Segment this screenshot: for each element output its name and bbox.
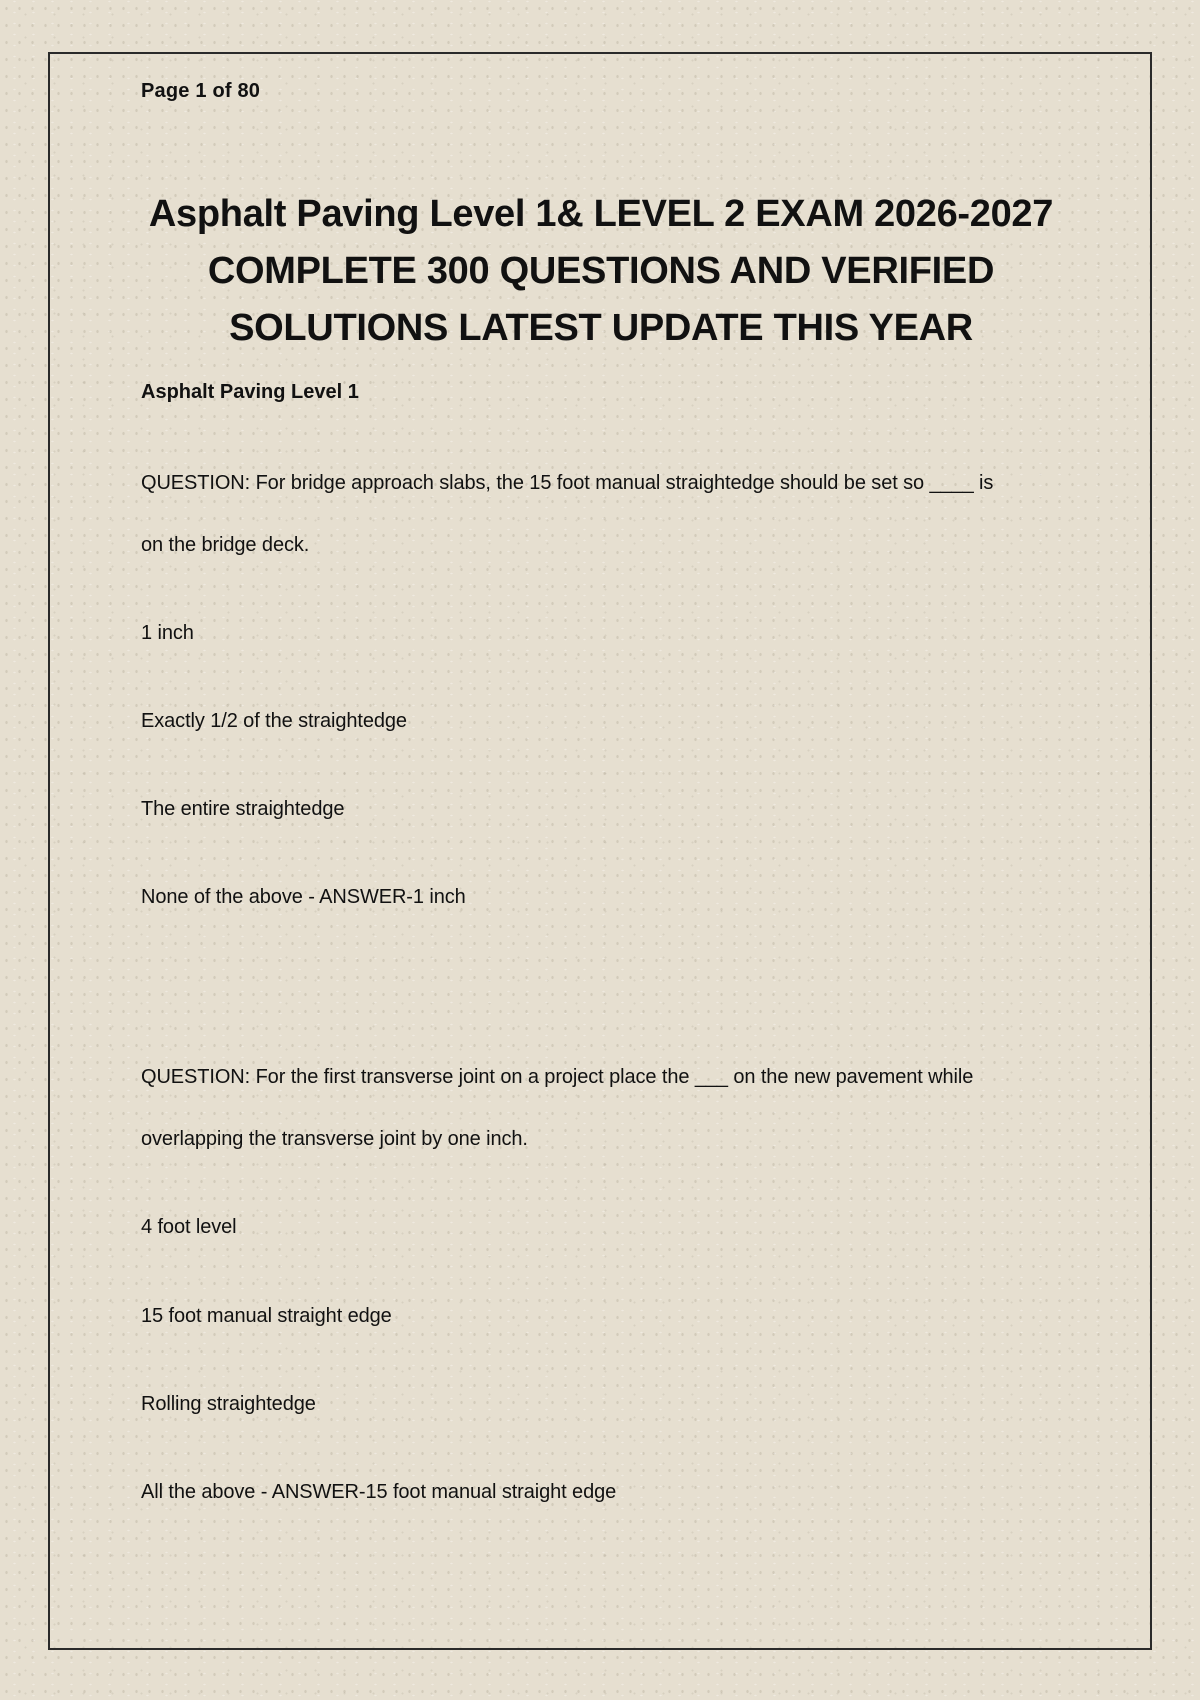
answer-option: 1 inch — [141, 622, 194, 644]
section-heading: Asphalt Paving Level 1 — [141, 381, 359, 403]
title-line: Asphalt Paving Level 1& LEVEL 2 EXAM 2026-2027 — [148, 193, 1054, 235]
answer-option: All the above - ANSWER-15 foot manual straight edge — [141, 1481, 617, 1503]
answer-option: 15 foot manual straight edge — [141, 1305, 392, 1327]
answer-option: Exactly 1/2 of the straightedge — [141, 710, 407, 732]
question-text: QUESTION: For the first transverse joint on a project place the ___ on the new pavement while — [141, 1066, 974, 1088]
question-text: on the bridge deck. — [141, 534, 310, 556]
answer-option: The entire straightedge — [141, 798, 345, 820]
title-line: COMPLETE 300 QUESTIONS AND VERIFIED — [207, 250, 995, 292]
document-title — [101, 186, 1101, 357]
question-text: overlapping the transverse joint by one inch. — [141, 1128, 528, 1150]
question-text: QUESTION: For bridge approach slabs, the 15 foot manual straightedge should be set so ____ is — [141, 472, 994, 494]
answer-option: None of the above - ANSWER-1 inch — [141, 886, 466, 908]
answer-option: 4 foot level — [141, 1216, 237, 1238]
title-line: SOLUTIONS LATEST UPDATE THIS YEAR — [229, 307, 973, 349]
page-number: Page 1 of 80 — [141, 80, 261, 102]
answer-option: Rolling straightedge — [141, 1393, 316, 1415]
